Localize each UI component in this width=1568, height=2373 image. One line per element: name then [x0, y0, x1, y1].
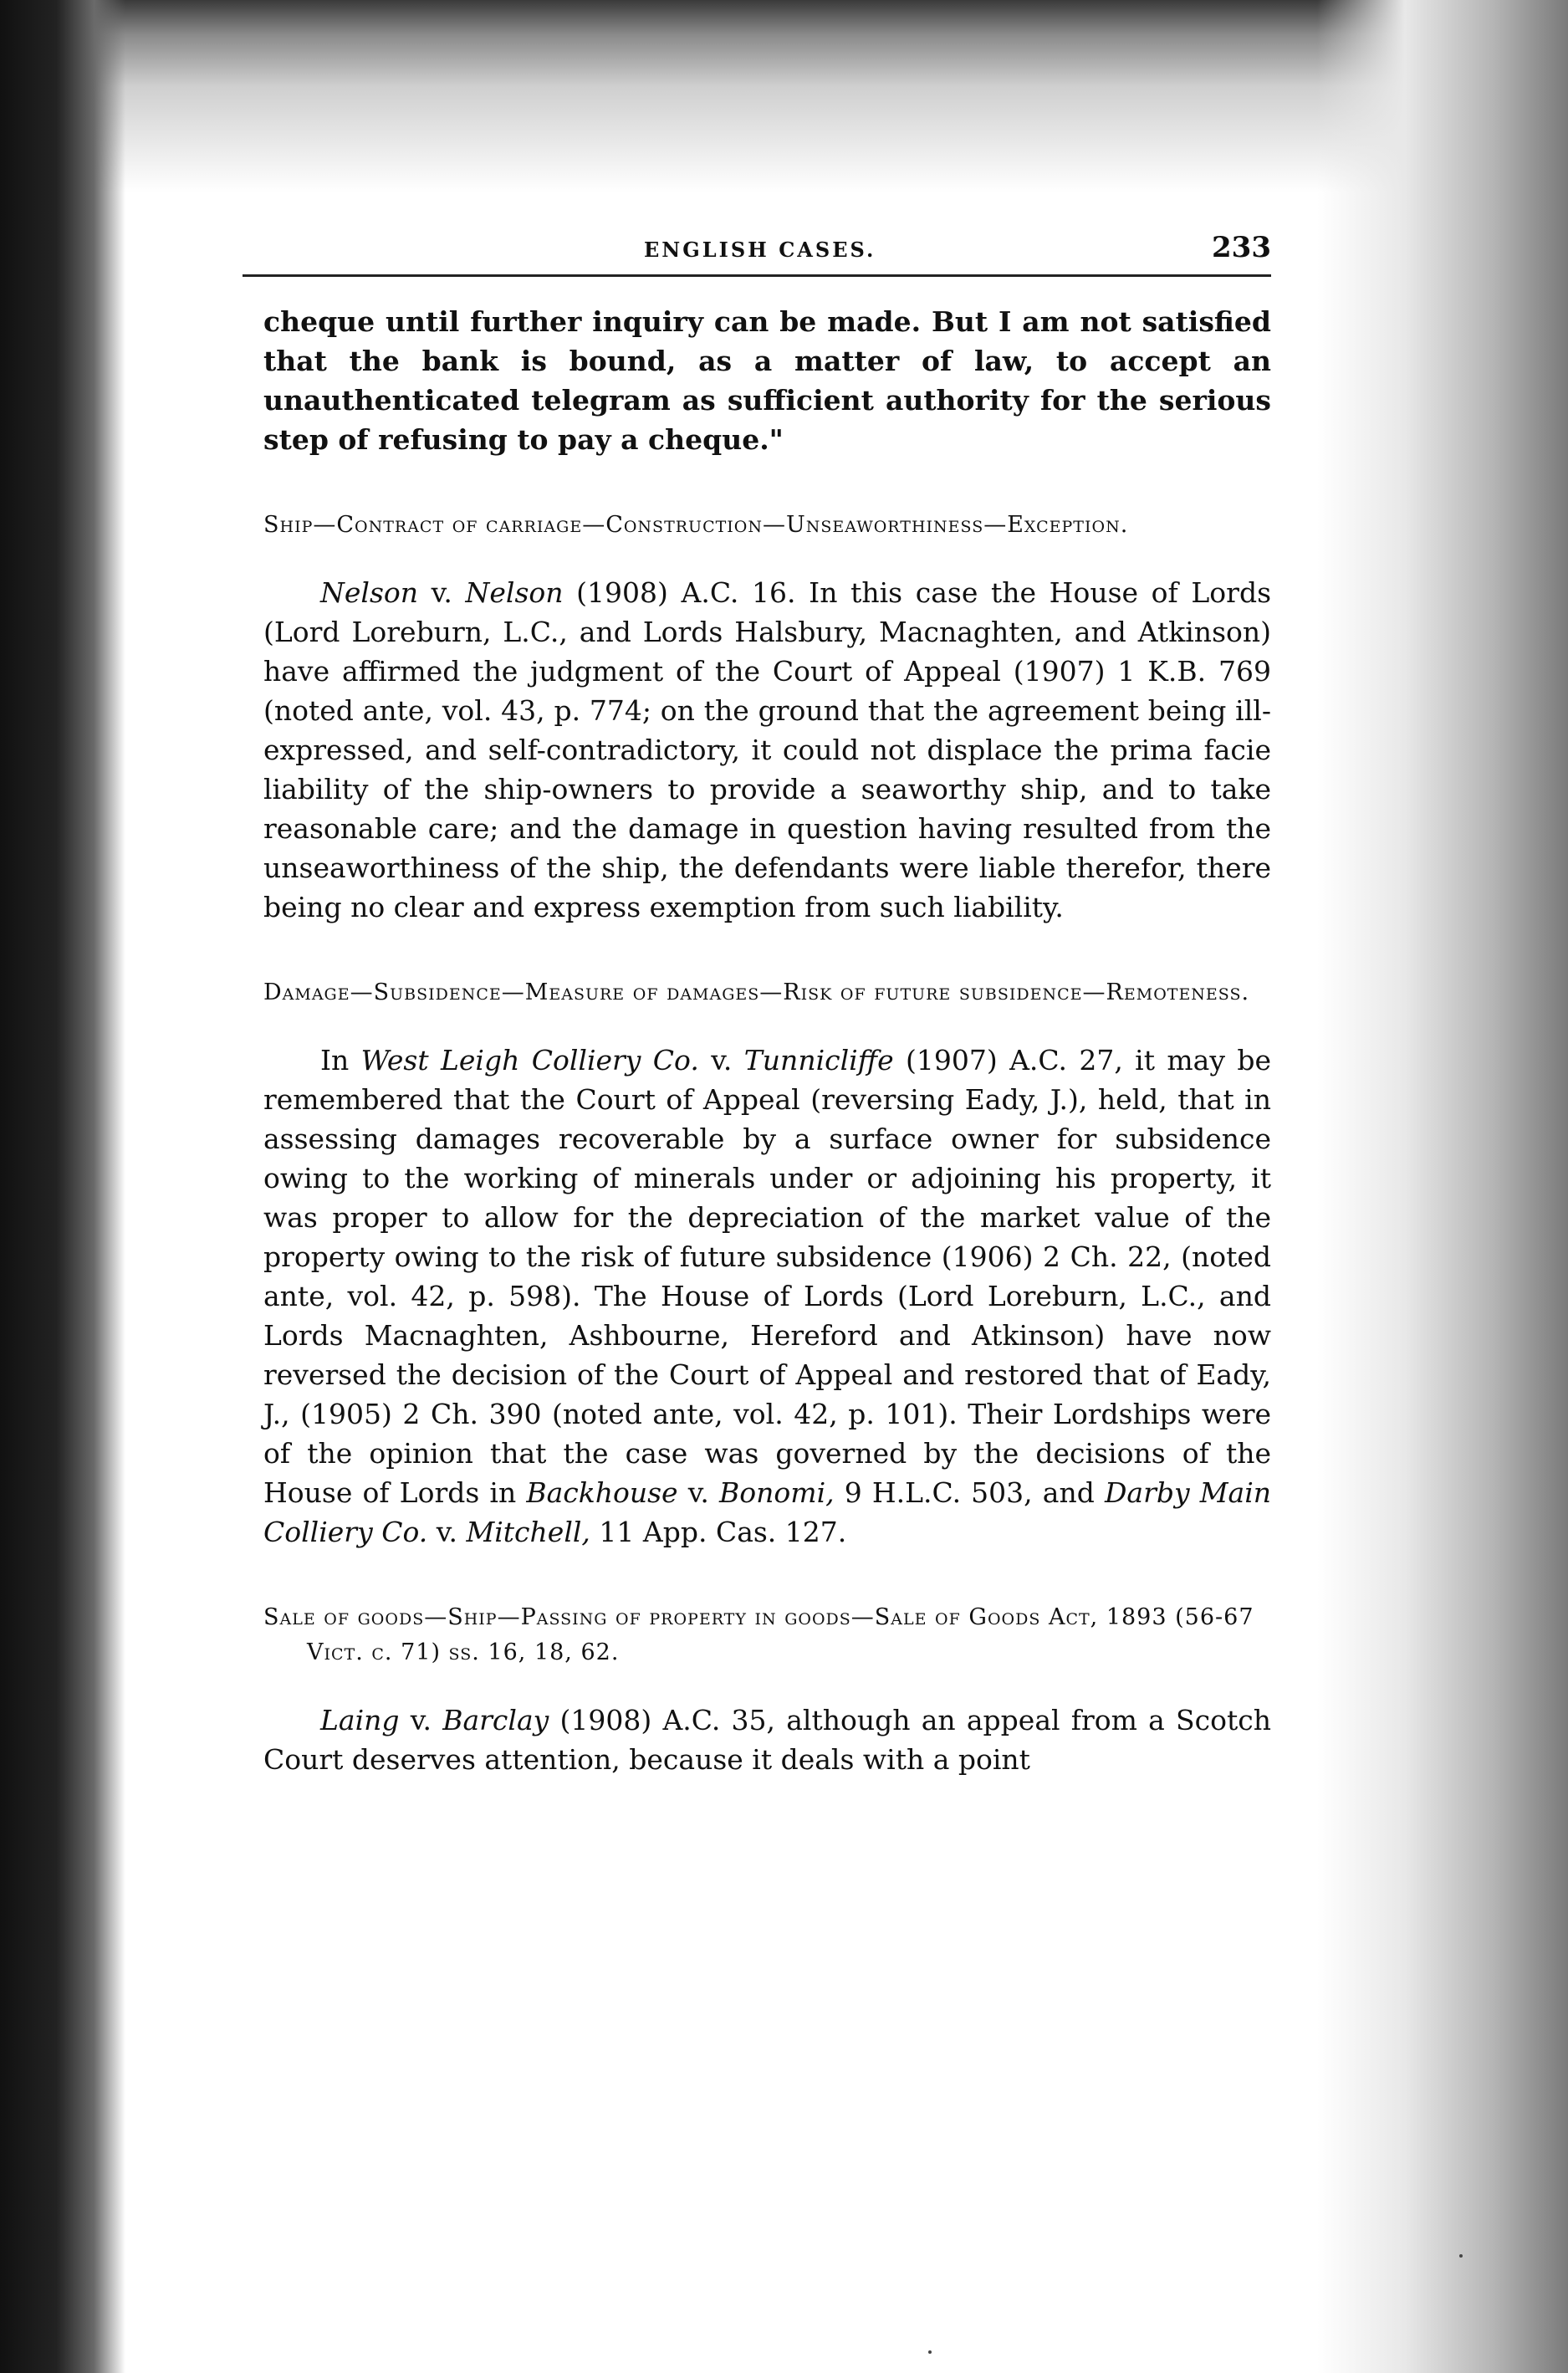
versus: v. [427, 1516, 467, 1548]
case-name: Tunnicliffe [743, 1044, 894, 1077]
scan-speck [1459, 2254, 1463, 2258]
case-name: Bonomi, [719, 1476, 835, 1509]
case-name: Backhouse [526, 1476, 678, 1509]
versus: v. [677, 1476, 720, 1509]
case-name: West Leigh Colliery Co. [360, 1044, 699, 1077]
case-name: Nelson [465, 576, 564, 609]
paragraph-laing [263, 1700, 1271, 1779]
paragraph-text: In [320, 1044, 361, 1077]
case-name: Mitchell, [466, 1516, 590, 1548]
paragraph-text: (1908) A.C. 35, although an appeal from a Scotch Court deserves attention, because it deals with a point [263, 1704, 1271, 1776]
case-name: Darby Main Colliery Co. [263, 1476, 1271, 1548]
paragraph-nelson [263, 573, 1271, 927]
running-title: ENGLISH CASES. [644, 238, 876, 262]
versus: v. [418, 576, 466, 609]
case-name: Barclay [442, 1704, 549, 1736]
paragraph-west-leigh [263, 1041, 1271, 1552]
versus: v. [698, 1044, 744, 1077]
scan-speck [928, 2350, 932, 2354]
paragraph-text: 9 H.L.C. 503, and [834, 1476, 1105, 1509]
case-name: Nelson [320, 576, 419, 609]
case-name: Laing [320, 1704, 400, 1736]
running-head [243, 224, 1271, 277]
page-number: 233 [1212, 231, 1271, 264]
section-heading-damage: Damage—Subsidence—Measure of damages—Risk of future subsidence—Remoteness. [263, 979, 1250, 1005]
paragraph-text: (1907) A.C. 27, it may be remembered that the Court of Appeal (reversing Eady, J.), held, that in assessing damages recoverable by a surface owner for subsidence owing to the working of minerals under or adjoining his property, it was proper to allow for the depreciation of the market value of the property owing to the risk of future subsidence (1906) 2 Ch. 22, (noted ante, vol. 42, p. 598). The House of Lords (Lord Loreburn, L.C., and Lords Macnaghten, Ashbourne, Hereford and Atkinson) have now reversed the decision of the Court of Appeal and restored that of Eady, J., (1905) 2 Ch. 390 (noted ante, vol. 42, p. 101). Their Lordships were of the opinion that the case was governed by the decisions of the House of Lords in [263, 1044, 1271, 1509]
paragraph-continuation: cheque until further inquiry can be made. But I am not satisfied that the bank is bound, as a matter of law, to accept an unauthenticated telegram as sufficient authority for the serious step of refusing to pay a cheque." [263, 305, 1271, 456]
text-column [263, 224, 1271, 1779]
scan-shadow-left [0, 0, 125, 2373]
section-heading-sale-of-goods: Sale of goods—Ship—Passing of property in goods—Sale of Goods Act, 1893 (56-67 Vict. c. 71) ss. 16, 18, 62. [263, 1604, 1254, 1665]
section-heading-ship: Ship—Contract of carriage—Construction—Unseaworthiness—Exception. [263, 512, 1129, 538]
versus: v. [399, 1704, 443, 1736]
paragraph-text: (1908) A.C. 16. In this case the House of Lords (Lord Loreburn, L.C., and Lords Halsbury, Macnaghten, and Atkinson) have affirmed the judgment of the Court of Appeal (1907) 1 K.B. 769 (noted ante, vol. 43, p. 774; on the ground that the agreement being ill-expressed, and self-contradictory, it could not displace the prima facie liability of the ship-owners to provide a seaworthy ship, and to take reasonable care; and the damage in question having resulted from the unseaworthiness of the ship, the defendants were liable therefor, there being no clear and express exemption from such liability. [263, 576, 1272, 923]
paragraph-text: 11 App. Cas. 127. [590, 1516, 847, 1548]
scan-shadow-right [1317, 0, 1568, 2373]
